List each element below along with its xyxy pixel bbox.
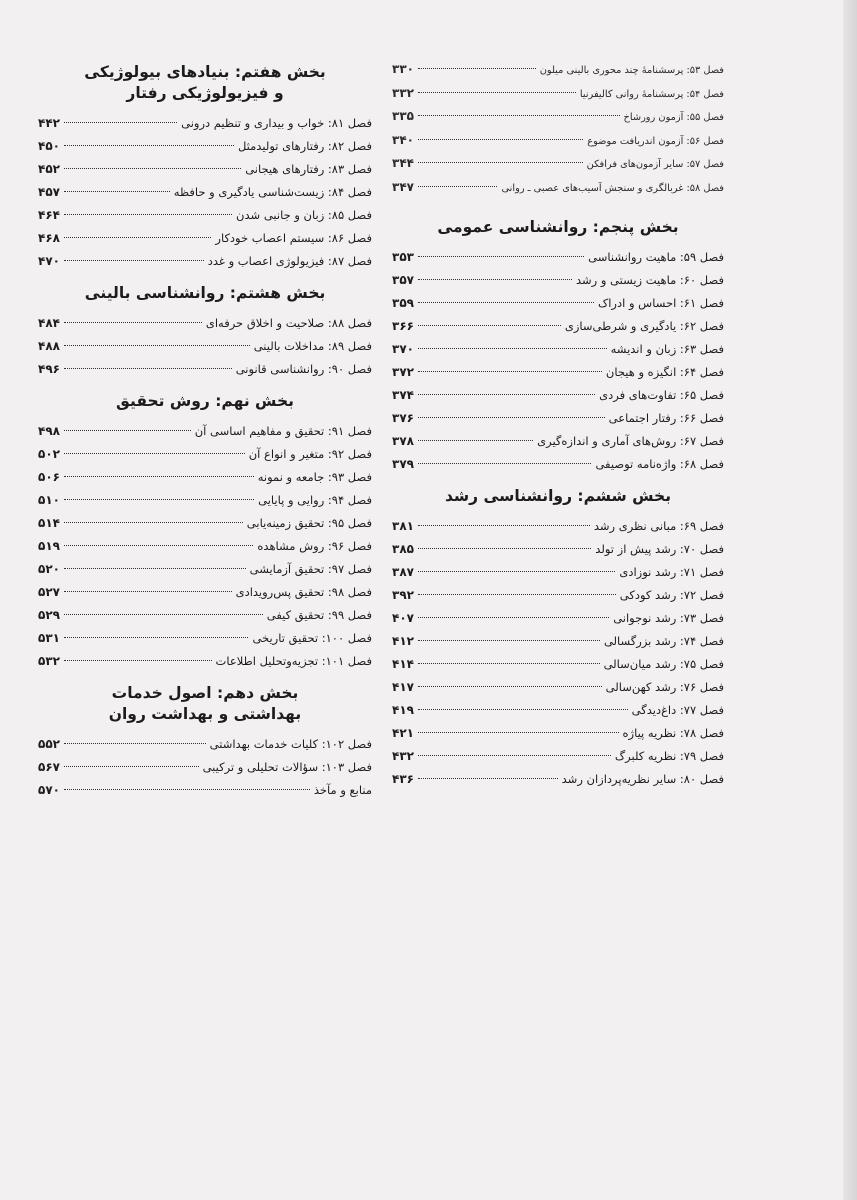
dot-leader bbox=[418, 440, 533, 441]
toc-entry-title: فصل ۶۵: تفاوت‌های فردی bbox=[599, 388, 724, 402]
section-clinical-psychology bbox=[38, 283, 372, 381]
toc-entry bbox=[392, 768, 724, 791]
toc-entry-title: فصل ۹۳: جامعه و نمونه bbox=[257, 470, 372, 484]
toc-entry-title: فصل ۵۵: آزمون رورشاخ bbox=[623, 112, 724, 123]
toc-entry-page: ۴۳۲ bbox=[392, 749, 414, 763]
dot-leader bbox=[64, 522, 243, 523]
toc-entry-title: فصل ۹۱: تحقیق و مفاهیم اساسی آن bbox=[194, 424, 372, 438]
toc-entry-title: فصل ۹۹: تحقیق کیفی bbox=[266, 608, 372, 622]
toc-entry-title: فصل ۸۲: رفتارهای تولیدمثل bbox=[237, 139, 372, 153]
toc-entry-page: ۴۸۸ bbox=[38, 339, 60, 353]
toc-entry-title: فصل ۱۰۲: کلیات خدمات بهداشتی bbox=[209, 737, 372, 751]
toc-entry-title: فصل ۵۶: آزمون اندریافت موضوع bbox=[587, 135, 724, 147]
dot-leader bbox=[418, 371, 602, 372]
dot-leader bbox=[64, 476, 254, 477]
section-health-services bbox=[38, 683, 372, 802]
toc-entry bbox=[392, 246, 724, 269]
toc-entry-title: فصل ۸۹: مداخلات بالینی bbox=[253, 339, 372, 353]
toc-entry-page: ۵۵۲ bbox=[38, 737, 60, 751]
toc-entry-page: ۴۱۹ bbox=[392, 703, 414, 717]
dot-leader bbox=[418, 302, 594, 303]
toc-entry-title: منابع و مآخذ bbox=[313, 783, 372, 797]
toc-entry bbox=[392, 745, 724, 768]
toc-entry-page: ۳۳۲ bbox=[392, 85, 414, 100]
toc-entry-title: فصل ۹۰: روانشناسی قانونی bbox=[235, 362, 372, 376]
toc-entry bbox=[392, 58, 724, 82]
toc-entry-page: ۴۴۲ bbox=[38, 116, 60, 130]
toc-entry-page: ۵۲۹ bbox=[38, 608, 60, 622]
toc-entry-title: فصل ۶۸: واژه‌نامه توصیفی bbox=[595, 457, 724, 471]
toc-entry bbox=[392, 676, 724, 699]
toc-entry-title: فصل ۶۶: رفتار اجتماعی bbox=[608, 411, 724, 425]
toc-entry bbox=[38, 558, 372, 581]
toc-entry bbox=[392, 361, 724, 384]
dot-leader bbox=[64, 660, 212, 661]
toc-entry-title: فصل ۷۷: داغ‌دیدگی bbox=[631, 703, 724, 717]
toc-entry bbox=[38, 250, 372, 273]
toc-entry bbox=[392, 269, 724, 292]
toc-entry bbox=[38, 581, 372, 604]
toc-entry-page: ۳۸۵ bbox=[392, 542, 414, 556]
dot-leader bbox=[418, 640, 600, 641]
dot-leader bbox=[418, 525, 590, 526]
toc-entry bbox=[392, 453, 724, 476]
toc-entry-page: ۳۵۳ bbox=[392, 250, 414, 264]
toc-entry-title: فصل ۵۴: پرسشنامهٔ روانی کالیفرنیا bbox=[579, 88, 724, 100]
toc-entry bbox=[38, 779, 372, 802]
toc-entry-title: فصل ۷۵: رشد میان‌سالی bbox=[603, 657, 724, 671]
dot-leader bbox=[64, 614, 263, 615]
toc-entry-title: فصل ۸۶: سیستم اعصاب خودکار bbox=[215, 231, 372, 245]
dot-leader bbox=[64, 766, 199, 767]
toc-entry-title: فصل ۷۶: رشد کهن‌سالی bbox=[605, 680, 724, 694]
dot-leader bbox=[64, 545, 253, 546]
toc-entry-title: فصل ۷۲: رشد کودکی bbox=[619, 588, 724, 602]
toc-entry-title: فصل ۵۸: غربالگری و سنجش آسیب‌های عصبی ـ روانی bbox=[501, 182, 724, 194]
toc-entry-page: ۵۶۷ bbox=[38, 760, 60, 774]
dot-leader bbox=[418, 68, 536, 69]
toc-continued-block bbox=[392, 58, 724, 199]
toc-entry-title: فصل ۷۳: رشد نوجوانی bbox=[613, 611, 724, 625]
toc-entry bbox=[392, 292, 724, 315]
toc-entry-title: فصل ۱۰۱: تجزیه‌وتحلیل اطلاعات bbox=[215, 654, 372, 668]
toc-entry-page: ۴۵۲ bbox=[38, 162, 60, 176]
dot-leader bbox=[418, 256, 584, 257]
toc-entry-page: ۴۹۸ bbox=[38, 424, 60, 438]
toc-entry-page: ۵۰۶ bbox=[38, 470, 60, 484]
dot-leader bbox=[418, 92, 576, 93]
toc-entry bbox=[38, 733, 372, 756]
toc-entry-page: ۳۵۷ bbox=[392, 273, 414, 287]
toc-entry-title: فصل ۹۵: تحقیق زمینه‌یابی bbox=[246, 516, 372, 530]
toc-entry bbox=[38, 227, 372, 250]
toc-entry-title: فصل ۹۴: روایی و پایایی bbox=[258, 493, 372, 507]
toc-entry-title: فصل ۸۴: زیست‌شناسی یادگیری و حافظه bbox=[173, 185, 372, 199]
dot-leader bbox=[64, 453, 245, 454]
toc-entry-title: فصل ۸۷: فیزیولوژی اعصاب و غدد bbox=[207, 254, 372, 268]
toc-entry bbox=[392, 653, 724, 676]
toc-entry-page: ۳۷۲ bbox=[392, 365, 414, 379]
toc-entry bbox=[38, 358, 372, 381]
toc-entry bbox=[38, 535, 372, 558]
toc-entry-page: ۳۶۶ bbox=[392, 319, 414, 333]
toc-entry-page: ۳۸۱ bbox=[392, 519, 414, 533]
dot-leader bbox=[418, 186, 498, 187]
toc-entry bbox=[38, 420, 372, 443]
dot-leader bbox=[418, 778, 558, 779]
toc-entry-page: ۳۷۸ bbox=[392, 434, 414, 448]
toc-entry bbox=[38, 489, 372, 512]
section-heading: بخش پنجم: روانشناسی عمومی bbox=[437, 218, 679, 236]
toc-entry-page: ۴۱۲ bbox=[392, 634, 414, 648]
toc-entry-page: ۴۵۰ bbox=[38, 139, 60, 153]
toc-entry-page: ۵۱۰ bbox=[38, 493, 60, 507]
dot-leader bbox=[64, 499, 254, 500]
toc-entry-title: فصل ۵۳: پرسشنامهٔ چند محوری بالینی میلون bbox=[539, 65, 724, 76]
section-research-methods bbox=[38, 391, 372, 673]
toc-entry-page: ۳۷۶ bbox=[392, 411, 414, 425]
section-general-psychology bbox=[392, 217, 724, 476]
section-heading: بخش هشتم: روانشناسی بالینی bbox=[84, 284, 326, 302]
toc-entry-title: فصل ۵۹: ماهیت روانشناسی bbox=[588, 250, 724, 264]
toc-entry bbox=[38, 135, 372, 158]
toc-entry-title: فصل ۶۴: انگیزه و هیجان bbox=[605, 365, 724, 379]
toc-entry bbox=[38, 443, 372, 466]
toc-entry bbox=[38, 112, 372, 135]
dot-leader bbox=[418, 686, 602, 687]
toc-entry-page: ۴۰۷ bbox=[392, 611, 414, 625]
toc-entry-title: فصل ۶۰: ماهیت زیستی و رشد bbox=[575, 273, 724, 287]
dot-leader bbox=[418, 663, 600, 664]
dot-leader bbox=[64, 591, 232, 592]
toc-entry-title: فصل ۷۰: رشد پیش از تولد bbox=[595, 542, 724, 556]
dot-leader bbox=[418, 162, 583, 163]
toc-left-column bbox=[38, 58, 372, 812]
dot-leader bbox=[418, 571, 615, 572]
toc-entry-page: ۳۴۷ bbox=[392, 179, 414, 194]
page-edge-shadow bbox=[843, 0, 857, 1200]
toc-entry-title: فصل ۶۲: یادگیری و شرطی‌سازی bbox=[564, 319, 724, 333]
dot-leader bbox=[64, 430, 191, 431]
toc-entry-page: ۳۷۴ bbox=[392, 388, 414, 402]
toc-entry bbox=[392, 538, 724, 561]
toc-right-column bbox=[392, 58, 724, 801]
toc-entry-page: ۵۱۹ bbox=[38, 539, 60, 553]
toc-entry-title: فصل ۹۷: تحقیق آزمایشی bbox=[249, 562, 372, 576]
section-heading: بخش نهم: روش تحقیق bbox=[116, 392, 294, 410]
toc-entry-page: ۳۳۵ bbox=[392, 109, 414, 123]
dot-leader bbox=[64, 191, 170, 192]
dot-leader bbox=[64, 260, 204, 261]
toc-entry bbox=[38, 512, 372, 535]
toc-entry-page: ۳۷۰ bbox=[392, 342, 414, 356]
toc-entry-page: ۵۲۷ bbox=[38, 585, 60, 599]
toc-entry-page: ۳۵۹ bbox=[392, 296, 414, 310]
toc-entry-page: ۳۳۰ bbox=[392, 62, 414, 76]
toc-entry-page: ۴۶۴ bbox=[38, 208, 60, 222]
toc-entry bbox=[38, 158, 372, 181]
toc-entry bbox=[392, 176, 724, 200]
toc-entry-title: فصل ۷۹: نظریه کلبرگ bbox=[614, 749, 724, 763]
dot-leader bbox=[418, 279, 572, 280]
dot-leader bbox=[418, 732, 619, 733]
dot-leader bbox=[418, 755, 611, 756]
toc-entry bbox=[392, 152, 724, 176]
dot-leader bbox=[418, 548, 591, 549]
toc-entry bbox=[392, 105, 724, 129]
dot-leader bbox=[418, 709, 628, 710]
toc-entry-page: ۳۴۴ bbox=[392, 156, 414, 170]
toc-entry-title: فصل ۶۷: روش‌های آماری و اندازه‌گیری bbox=[537, 434, 724, 448]
dot-leader bbox=[418, 348, 607, 349]
toc-entry bbox=[392, 82, 724, 106]
toc-entry-title: فصل ۷۸: نظریه پیاژه bbox=[622, 726, 724, 740]
dot-leader bbox=[418, 594, 616, 595]
toc-entry-title: فصل ۵۷: سایر آزمون‌های فرافکن bbox=[586, 159, 724, 170]
toc-entry-title: فصل ۱۰۰: تحقیق تاریخی bbox=[252, 631, 372, 645]
toc-entry-title: فصل ۹۸: تحقیق پس‌رویدادی bbox=[235, 585, 372, 599]
toc-entry-page: ۵۲۰ bbox=[38, 562, 60, 576]
toc-entry-page: ۵۱۴ bbox=[38, 516, 60, 530]
toc-entry bbox=[392, 129, 724, 153]
toc-entry-page: ۴۱۴ bbox=[392, 657, 414, 671]
toc-entry-page: ۵۳۱ bbox=[38, 631, 60, 645]
toc-entry-title: فصل ۸۱: خواب و بیداری و تنظیم درونی bbox=[181, 116, 372, 130]
dot-leader bbox=[418, 394, 595, 395]
toc-entry-title: فصل ۶۳: زبان و اندیشه bbox=[610, 342, 724, 356]
toc-entry-title: فصل ۸۸: صلاحیت و اخلاق حرفه‌ای bbox=[205, 316, 372, 330]
toc-entry bbox=[392, 407, 724, 430]
section-heading: بخش ششم: روانشناسی رشد bbox=[444, 487, 672, 505]
dot-leader bbox=[64, 743, 206, 744]
toc-entry-title: فصل ۱۰۳: سؤالات تحلیلی و ترکیبی bbox=[202, 760, 372, 774]
toc-entry-title: فصل ۷۴: رشد بزرگسالی bbox=[603, 634, 724, 648]
dot-leader bbox=[64, 322, 202, 323]
toc-entry-page: ۴۲۱ bbox=[392, 726, 414, 740]
toc-entry-page: ۳۴۰ bbox=[392, 132, 414, 147]
toc-entry bbox=[392, 630, 724, 653]
toc-entry-page: ۴۶۸ bbox=[38, 231, 60, 245]
dot-leader bbox=[64, 237, 211, 238]
toc-entry-title: فصل ۶۱: احساس و ادراک bbox=[597, 296, 724, 310]
toc-entry bbox=[392, 515, 724, 538]
toc-entry bbox=[392, 699, 724, 722]
dot-leader bbox=[64, 368, 232, 369]
toc-entry-page: ۳۷۹ bbox=[392, 457, 414, 471]
dot-leader bbox=[64, 345, 250, 346]
toc-entry-page: ۵۰۲ bbox=[38, 447, 60, 461]
dot-leader bbox=[418, 617, 609, 618]
dot-leader bbox=[64, 214, 232, 215]
section-developmental-psychology bbox=[392, 486, 724, 791]
toc-entry-page: ۴۳۶ bbox=[392, 772, 414, 786]
toc-entry bbox=[38, 466, 372, 489]
dot-leader bbox=[418, 139, 583, 140]
toc-entry bbox=[38, 627, 372, 650]
section-heading: بخش هفتم: بنیادهای بیولوژیکی و فیزیولوژیکی رفتار bbox=[84, 63, 326, 102]
toc-entry bbox=[392, 315, 724, 338]
toc-entry bbox=[38, 312, 372, 335]
toc-entry bbox=[38, 335, 372, 358]
section-biological-foundations bbox=[38, 62, 372, 273]
toc-entry-title: فصل ۸۵: زبان و جانبی شدن bbox=[236, 208, 372, 222]
toc-entry-page: ۵۳۲ bbox=[38, 654, 60, 668]
toc-entry bbox=[392, 384, 724, 407]
toc-entry-page: ۴۸۴ bbox=[38, 316, 60, 330]
toc-entry-page: ۴۵۷ bbox=[38, 185, 60, 199]
toc-entry-page: ۳۹۲ bbox=[392, 588, 414, 602]
toc-entry-page: ۴۹۶ bbox=[38, 362, 60, 376]
toc-entry bbox=[392, 430, 724, 453]
toc-entry bbox=[38, 181, 372, 204]
toc-entry-title: فصل ۹۶: روش مشاهده bbox=[257, 539, 372, 553]
dot-leader bbox=[418, 325, 561, 326]
toc-entry bbox=[392, 722, 724, 745]
toc-entry-title: فصل ۷۱: رشد نوزادی bbox=[619, 565, 724, 579]
toc-entry bbox=[38, 604, 372, 627]
toc-entry-title: فصل ۸۳: رفتارهای هیجانی bbox=[245, 162, 372, 176]
dot-leader bbox=[64, 637, 248, 638]
toc-entry bbox=[392, 584, 724, 607]
dot-leader bbox=[64, 568, 246, 569]
section-heading: بخش دهم: اصول خدمات بهداشتی و بهداشت روان bbox=[108, 684, 302, 723]
dot-leader bbox=[64, 789, 310, 790]
toc-entry-page: ۴۱۷ bbox=[392, 680, 414, 694]
toc-entry-page: ۵۷۰ bbox=[38, 783, 60, 797]
toc-entry bbox=[392, 561, 724, 584]
toc-entry-title: فصل ۹۲: متغیر و انواع آن bbox=[248, 447, 372, 461]
dot-leader bbox=[64, 122, 177, 123]
dot-leader bbox=[418, 463, 591, 464]
dot-leader bbox=[64, 145, 234, 146]
toc-entry-title: فصل ۸۰: سایر نظریه‌پردازان رشد bbox=[561, 772, 724, 786]
dot-leader bbox=[418, 115, 620, 116]
dot-leader bbox=[418, 417, 605, 418]
toc-entry bbox=[38, 204, 372, 227]
toc-entry-page: ۴۷۰ bbox=[38, 254, 60, 268]
toc-entry bbox=[38, 756, 372, 779]
toc-entry bbox=[392, 607, 724, 630]
toc-entry-page: ۳۸۷ bbox=[392, 565, 414, 579]
dot-leader bbox=[64, 168, 241, 169]
toc-entry bbox=[392, 338, 724, 361]
toc-entry bbox=[38, 650, 372, 673]
toc-entry-title: فصل ۶۹: مبانی نظری رشد bbox=[593, 519, 724, 533]
